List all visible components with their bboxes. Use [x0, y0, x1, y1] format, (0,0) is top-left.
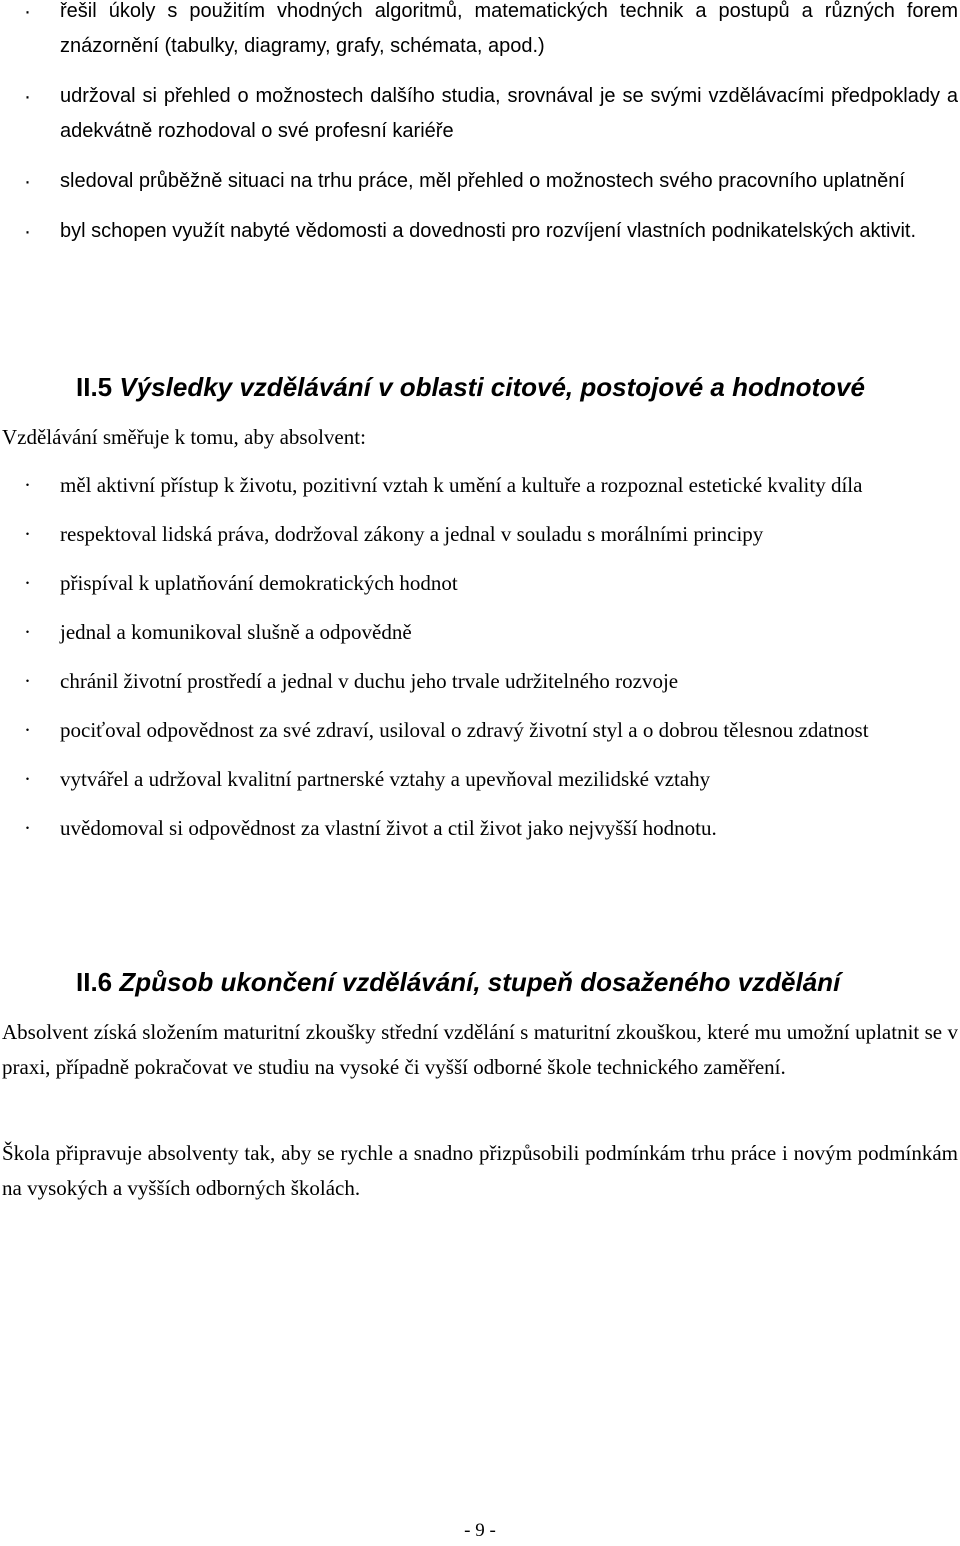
bullet-icon: ·	[24, 220, 31, 243]
list-item-text: byl schopen využít nabyté vědomosti a dovednosti pro rozvíjení vlastních podnikatelských aktivit.	[60, 220, 917, 242]
list-item-text: sledoval průběžně situaci na trhu práce, měl přehled o možnostech svého pracovního uplatnění	[60, 170, 905, 192]
list-item	[0, 811, 960, 846]
list-item	[0, 0, 958, 64]
list-item-text: vytvářel a udržoval kvalitní partnerské vztahy a upevňoval mezilidské vztahy	[60, 767, 711, 791]
list-item-text: udržoval si přehled o možnostech dalšího studia, srovnával je se svými vzdělávacími předpoklady a adekvátně rozhodoval o své profesní kariéře	[60, 85, 958, 142]
list-item	[0, 164, 958, 199]
bullet-icon: ·	[24, 571, 31, 595]
list-item	[0, 517, 960, 552]
list-item-text: pociťoval odpovědnost za své zdraví, usiloval o zdravý životní styl a o dobrou tělesnou zdatnost	[60, 718, 869, 742]
paragraph: Absolvent získá složením maturitní zkoušky střední vzdělání s maturitní zkouškou, které mu umožní uplatnit se v praxi, případně pokračovat ve studiu na vysoké či vyšší odborné škole technického zaměření.	[2, 1020, 958, 1079]
bullet-icon: ·	[24, 0, 31, 23]
bullet-icon: ·	[24, 620, 31, 644]
list-item	[0, 214, 958, 249]
list-item	[0, 664, 960, 699]
page-number: - 9 -	[464, 1520, 496, 1541]
list-item-text: přispíval k uplatňování demokratických hodnot	[60, 571, 458, 595]
section-heading-2-6	[0, 965, 840, 999]
bullet-icon: ·	[24, 718, 31, 742]
list-item-text: měl aktivní přístup k životu, pozitivní vztah k umění a kultuře a rozpoznal estetické kvality díla	[60, 473, 863, 497]
section-heading-2-5	[0, 370, 865, 404]
heading-number: II.5	[76, 372, 113, 402]
paragraph: Škola připravuje absolventy tak, aby se rychle a snadno přizpůsobili podmínkám trhu práce i novým podmínkám na vysokých a vyšších odborných školách.	[2, 1141, 958, 1200]
list-item	[0, 713, 960, 748]
list-item-text: jednal a komunikoval slušně a odpovědně	[60, 620, 412, 644]
list-item-text: respektoval lidská práva, dodržoval zákony a jednal v souladu s morálními principy	[60, 522, 764, 546]
heading-text: Výsledky vzdělávání v oblasti citové, postojové a hodnotové	[119, 372, 865, 402]
list-item	[0, 468, 960, 503]
bullet-icon: ·	[24, 170, 31, 193]
list-item	[0, 615, 960, 650]
values-bullet-list	[0, 468, 960, 846]
list-item-text: uvědomoval si odpovědnost za vlastní život a ctil život jako nejvyšší hodnotu.	[60, 816, 717, 840]
heading-number: II.6	[76, 967, 113, 997]
top-bullet-list	[0, 0, 958, 249]
list-item	[0, 79, 958, 149]
bullet-icon: ·	[24, 473, 31, 497]
bullet-icon: ·	[24, 816, 31, 840]
bullet-icon: ·	[24, 85, 31, 108]
bullet-icon: ·	[24, 767, 31, 791]
list-item	[0, 566, 960, 601]
bullet-icon: ·	[24, 522, 31, 546]
list-item-text: řešil úkoly s použitím vhodných algoritmů, matematických technik a postupů a různých forem znázornění (tabulky, diagramy, grafy, schémata, apod.)	[60, 0, 958, 57]
list-item	[0, 762, 960, 797]
section-intro: Vzdělávání směřuje k tomu, aby absolvent:	[2, 425, 366, 449]
heading-text: Způsob ukončení vzdělávání, stupeň dosaženého vzdělání	[119, 967, 841, 997]
bullet-icon: ·	[24, 669, 31, 693]
list-item-text: chránil životní prostředí a jednal v duchu jeho trvale udržitelného rozvoje	[60, 669, 679, 693]
